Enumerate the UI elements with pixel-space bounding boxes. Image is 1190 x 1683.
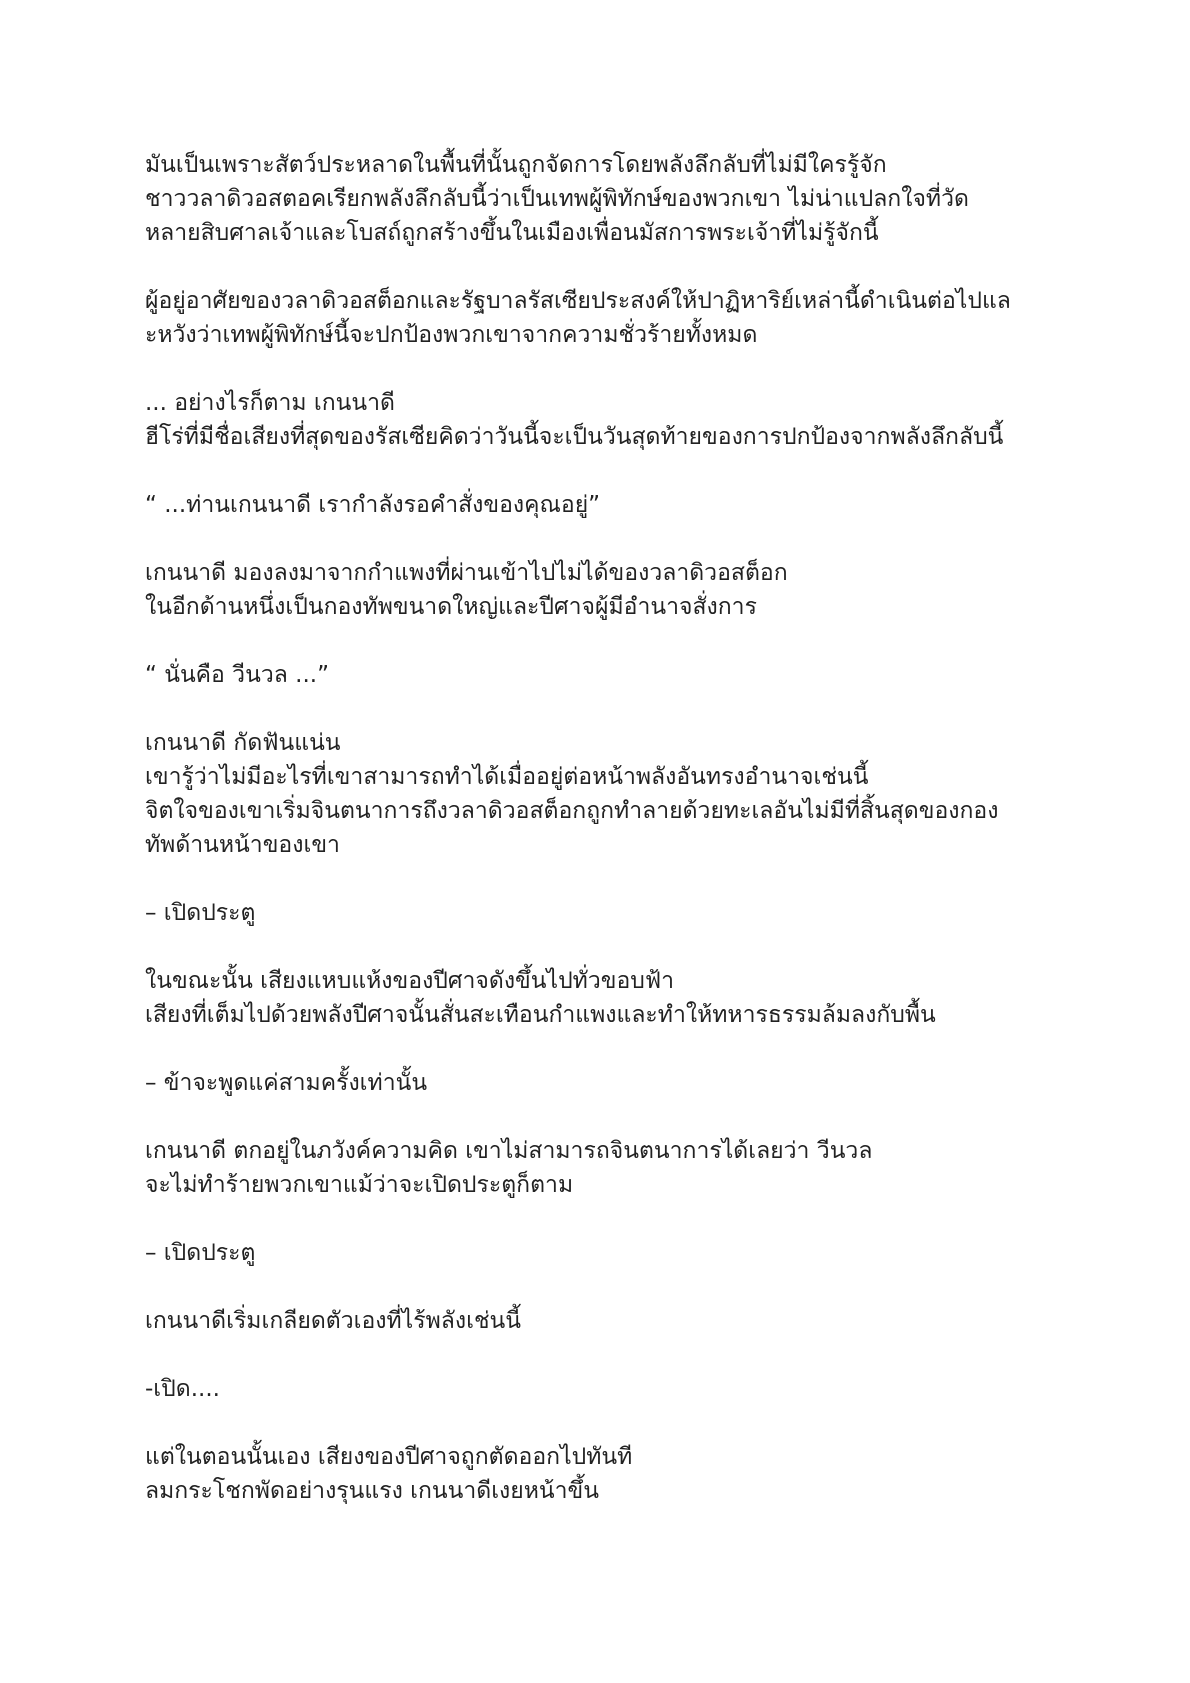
text-line: จะไม่ทำร้ายพวกเขาแม้ว่าจะเปิดประตูก็ตาม <box>145 1172 574 1198</box>
dialogue-line: – เปิดประตู <box>145 900 256 926</box>
paragraph-1 <box>145 148 1065 250</box>
document-page <box>145 148 1065 1542</box>
text-line: ะหวังว่าเทพผู้พิทักษ์นี้จะปกป้องพวกเขาจากความชั่วร้ายทั้งหมด <box>145 322 758 348</box>
text-line: ในขณะนั้น เสียงแหบแห้งของปีศาจดังขึ้นไปทั่วขอบฟ้า <box>145 968 675 994</box>
dialogue-line: – เปิดประตู <box>145 1240 256 1266</box>
text-line: เขารู้ว่าไม่มีอะไรที่เขาสามารถทำได้เมื่ออยู่ต่อหน้าพลังอันทรงอำนาจเช่นนี้ <box>145 764 869 790</box>
text-line: เกนนาดี กัดฟันแน่น <box>145 730 341 756</box>
text-line: เสียงที่เต็มไปด้วยพลังปีศาจนั้นสั่นสะเทือนกำแพงและทำให้ทหารธรรมล้มลงกับพื้น <box>145 1002 936 1028</box>
paragraph-12 <box>145 1236 1065 1270</box>
paragraph-5 <box>145 556 1065 624</box>
paragraph-10 <box>145 1066 1065 1100</box>
text-line: เกนนาดี ตกอยู่ในภวังค์ความคิด เขาไม่สามารถจินตนาการได้เลยว่า วีนวล <box>145 1138 873 1164</box>
paragraph-11 <box>145 1134 1065 1202</box>
paragraph-7 <box>145 726 1065 862</box>
text-line: ในอีกด้านหนึ่งเป็นกองทัพขนาดใหญ่และปีศาจผู้มีอำนาจสั่งการ <box>145 594 757 620</box>
text-line: ผู้อยู่อาศัยของวลาดิวอสต็อกและรัฐบาลรัสเซียประสงค์ให้ปาฏิหาริย์เหล่านี้ดำเนินต่อไปแล <box>145 288 1011 314</box>
paragraph-9 <box>145 964 1065 1032</box>
dialogue-line: “ ...ท่านเกนนาดี เรากำลังรอคำสั่งของคุณอยู่” <box>145 492 601 518</box>
text-line: ฮีโร่ที่มีชื่อเสียงที่สุดของรัสเซียคิดว่าวันนี้จะเป็นวันสุดท้ายของการปกป้องจากพลังลึกลับนี้ <box>145 424 1004 450</box>
paragraph-8 <box>145 896 1065 930</box>
text-line: แต่ในตอนนั้นเอง เสียงของปีศาจถูกตัดออกไปทันที <box>145 1444 633 1470</box>
text-line: จิตใจของเขาเริ่มจินตนาการถึงวลาดิวอสต็อกถูกทำลายด้วยทะเลอันไม่มีที่สิ้นสุดของกอง <box>145 798 999 824</box>
paragraph-15 <box>145 1440 1065 1508</box>
dialogue-line: -เปิด.... <box>145 1376 220 1402</box>
text-line: ... อย่างไรก็ตาม เกนนาดี <box>145 390 395 416</box>
text-line: ทัพด้านหน้าของเขา <box>145 832 340 858</box>
paragraph-3 <box>145 386 1065 454</box>
dialogue-line: – ข้าจะพูดแค่สามครั้งเท่านั้น <box>145 1070 428 1096</box>
paragraph-13 <box>145 1304 1065 1338</box>
text-line: มันเป็นเพราะสัตว์ประหลาดในพื้นที่นั้นถูกจัดการโดยพลังลึกลับที่ไม่มีใครรู้จัก <box>145 152 887 178</box>
paragraph-4 <box>145 488 1065 522</box>
paragraph-2 <box>145 284 1065 352</box>
paragraph-14 <box>145 1372 1065 1406</box>
text-line: ชาววลาดิวอสตอคเรียกพลังลึกลับนี้ว่าเป็นเทพผู้พิทักษ์ของพวกเขา ไม่น่าแปลกใจที่วัด <box>145 186 969 212</box>
text-line: เกนนาดี มองลงมาจากกำแพงที่ผ่านเข้าไปไม่ได้ของวลาดิวอสต็อก <box>145 560 788 586</box>
text-line: ลมกระโชกพัดอย่างรุนแรง เกนนาดีเงยหน้าขึ้น <box>145 1478 600 1504</box>
text-line: หลายสิบศาลเจ้าและโบสถ์ถูกสร้างขึ้นในเมืองเพื่อนมัสการพระเจ้าที่ไม่รู้จักนี้ <box>145 220 879 246</box>
paragraph-6 <box>145 658 1065 692</box>
dialogue-line: “ นั่นคือ วีนวล ...” <box>145 662 329 688</box>
text-line: เกนนาดีเริ่มเกลียดตัวเองที่ไร้พลังเช่นนี้ <box>145 1308 521 1334</box>
